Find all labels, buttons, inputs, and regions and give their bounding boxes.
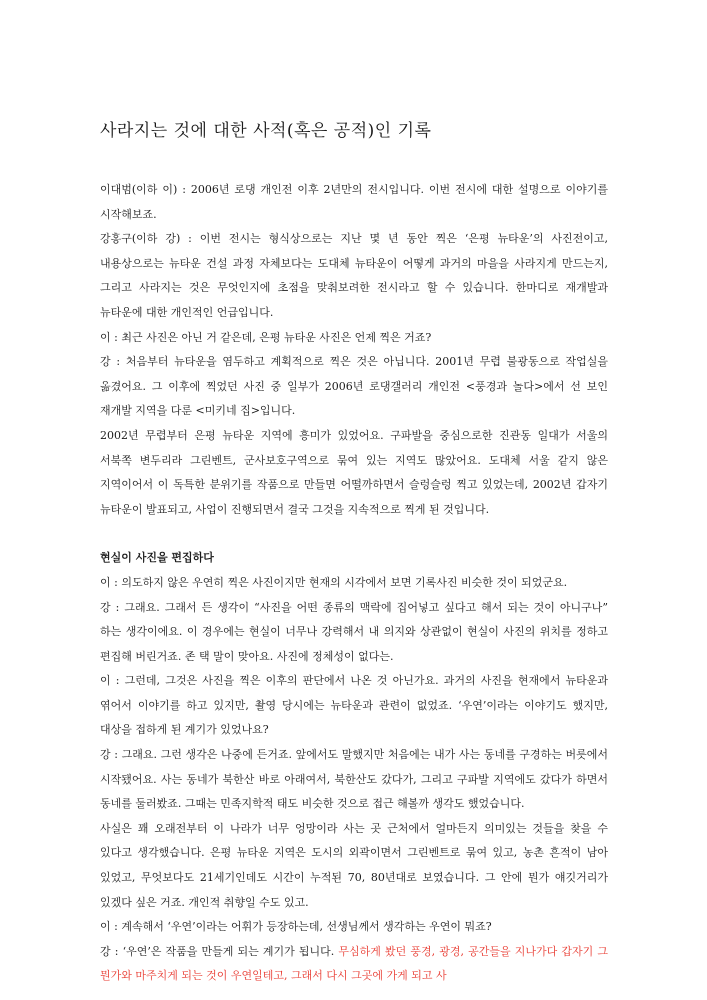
paragraph: 이대범(이하 이) : 2006년 로댕 개인전 이후 2년만의 전시입니다. 이번 전시에 대한 설명으로 이야기를 시작해보죠. [100, 183, 608, 221]
document-body [100, 178, 608, 989]
paragraph: 이 : 계속해서 ‘우연’이라는 어휘가 등장하는데, 선생님께서 생각하는 우연이 뭐죠? [100, 920, 492, 934]
document-page [100, 0, 608, 1000]
paragraph: 강 : 그래요. 그래서 든 생각이 “사진을 어떤 종류의 맥락에 집어넣고 싶다고 해서 되는 것이 아니구나” 하는 생각이에요. 이 경우에는 현실이 너무나 강력해서 내 의지와 상관없이 현실이 사진의 위치를 정하고 편집해 버린거죠. 존 택 말이 맞아요. 사진에 정체성이 없다는. [100, 600, 608, 663]
paragraph: 강 : 그래요. 그런 생각은 나중에 든거죠. 앞에서도 말했지만 처음에는 내가 사는 동네를 구경하는 버릇에서 시작됐어요. 사는 동네가 북한산 바로 아래여서, 북한산도 갔다가, 그리고 구파발 지역에도 갔다가 하면서 동네를 둘러봤죠. 그때는 민족지학적 태도 비슷한 것으로 접근 해볼까 생각도 했었습니다. [100, 748, 608, 811]
paragraph: 이 : 그런데, 그것은 사진을 찍은 이후의 판단에서 나온 것 아닌가요. 과거의 사진을 현재에서 뉴타운과 엮어서 이야기를 하고 있지만, 촬영 당시에는 뉴타운과 관련이 없었죠. ‘우연’이라는 이야기도 했지만, 대상을 접하게 된 계기가 있었나요? [100, 674, 608, 737]
paragraph: 강 : 처음부터 뉴타운을 염두하고 계획적으로 찍은 것은 아닙니다. 2001년 무렵 불광동으로 작업실을 옮겼어요. 그 이후에 찍었던 사진 중 일부가 2006년 로댕갤러리 개인전 <풍경과 놀다>에서 선 보인 재개발 지역을 다룬 <미키네 집>입니다. [100, 355, 608, 418]
final-paragraph [100, 940, 608, 989]
paragraph: 이 : 최근 사진은 아닌 거 같은데, 은평 뉴타운 사진은 언제 찍은 거죠? [100, 330, 432, 344]
section-heading: 현실이 사진을 편집하다 [100, 551, 214, 565]
highlighted-text: 무심하게 봤던 풍경, 광경, 공간들을 지나가다 갑자기 그 뭔가와 마주치게 되는 것이 우연일테고, 그래서 다시 그곳에 가게 되고 사 [100, 944, 608, 983]
paragraph: 강홍구(이하 강) : 이번 전시는 형식상으로는 지난 몇 년 동안 찍은 ‘은평 뉴타운’의 사진전이고, 내용상으로는 뉴타운 건설 과정 자체보다는 도대체 뉴타운이 어떻게 과거의 마을을 사라지게 만드는지, 그리고 사라지는 것은 무엇인지에 초점을 맞춰보려한 전시라고 할 수 있습니다. 한마디로 재개발과 뉴타운에 대한 개인적인 언급입니다. [100, 232, 608, 319]
document-title: 사라지는 것에 대한 사적(혹은 공적)인 기록 [100, 121, 432, 141]
paragraph: 이 : 의도하지 않은 우연히 찍은 사진이지만 현재의 시각에서 보면 기록사진 비슷한 것이 되었군요. [100, 575, 568, 589]
paragraph: 사실은 꽤 오래전부터 이 나라가 너무 엉망이라 사는 곳 근처에서 얼마든지 의미있는 것들을 찾을 수 있다고 생각했습니다. 은평 뉴타운 지역은 도시의 외곽이면서 그린벤트로 묶여 있고, 농촌 흔적이 남아 있었고, 무엇보다도 21세기인데도 시간이 누적된 70, 80년대로 보였습니다. 그 안에 뭔가 얘깃거리가 있겠다 싶은 거죠. 개인적 취향일 수도 있고. [100, 821, 608, 909]
paragraph: 2002년 무렵부터 은평 뉴타운 지역에 흥미가 있었어요. 구파발을 중심으로한 진관동 일대가 서울의 서북쪽 변두리라 그린벤트, 군사보호구역으로 묶여 있는 지역도 많았어요. 도대체 서울 같지 않은 지역이어서 이 독특한 분위기를 작품으로 만들면 어떨까하면서 슬렁슬렁 찍고 있었는데, 2002년 갑자기 뉴타운이 발표되고, 사업이 진행되면서 결국 그것을 지속적으로 찍게 된 것입니다. [100, 428, 608, 516]
final-paragraph-lead: 강 : ‘우연’은 작품을 만들게 되는 계기가 됩니다. [100, 944, 339, 958]
